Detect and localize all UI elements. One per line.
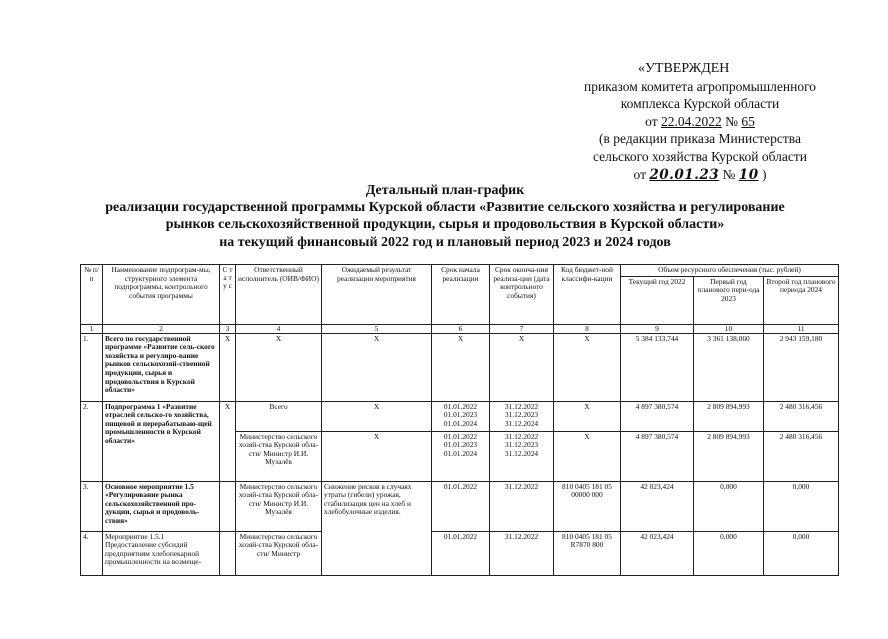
row-start: X xyxy=(432,333,490,401)
row-name: Всего по государственной программе «Развитие сель-ского хозяйства и регулиро-вание рынков сельскохозяй-ственной продукции, сырья и продовольствия в Курской области» xyxy=(103,333,220,401)
approval-number-sign: № xyxy=(725,113,738,129)
edit-number-sign: № xyxy=(722,166,736,182)
edit-closing-paren: ) xyxy=(761,166,767,182)
row-start: 01.01.2022 xyxy=(432,481,490,531)
handwritten-number: 10 xyxy=(738,166,759,183)
approval-line-5: (в редакции приказа Министерства xyxy=(599,131,801,147)
row-2022: 4 897 380,574 xyxy=(621,431,694,481)
col-number: 6 xyxy=(432,324,490,333)
col-number: 1 xyxy=(81,324,103,333)
row-end: X xyxy=(490,333,554,401)
row-end: 31.12.2022 31.12.2023 31.12.2024 xyxy=(490,431,554,481)
header-status: С т а т у с xyxy=(220,265,236,325)
handwritten-date: 20.01.23 xyxy=(649,166,720,183)
approval-date: 22.04.2022 xyxy=(660,113,722,129)
row-executor: X xyxy=(236,333,322,401)
row-executor: Министерство сельского хозяй-ства Курской обла-сти/ Министр И.И. Музалёв xyxy=(236,431,322,481)
row-num: 4. xyxy=(81,531,103,575)
row-2024: 0,000 xyxy=(764,531,839,575)
approval-line-3: комплекса Курской области xyxy=(620,96,780,112)
col-number: 9 xyxy=(621,324,694,333)
row-end: 31.12.2022 xyxy=(490,531,554,575)
header-executor: Ответственный исполнитель (ОИВ/ФИО) xyxy=(236,265,322,325)
row-result xyxy=(322,531,432,575)
approval-stamp xyxy=(540,60,860,184)
row-num: 2. xyxy=(81,401,103,481)
row-code: 810 0405 181 05 R7870 800 xyxy=(554,531,621,575)
row-2024: 2 943 159,180 xyxy=(764,333,839,401)
row-2024: 2 480 316,456 xyxy=(764,431,839,481)
row-status xyxy=(220,531,236,575)
approval-date-line xyxy=(540,113,860,131)
col-number: 3 xyxy=(220,324,236,333)
row-code: X xyxy=(554,401,621,431)
col-number: 5 xyxy=(322,324,432,333)
row-num: 1. xyxy=(81,333,103,401)
col-number: 7 xyxy=(490,324,554,333)
row-2023: 2 809 894,993 xyxy=(694,401,764,431)
row-end: 31.12.2022 xyxy=(490,481,554,531)
header-end: Срок оконча-ния реализа-ции (дата контрольного события) xyxy=(490,265,554,325)
row-2023: 3 361 138,060 xyxy=(694,333,764,401)
row-start: 01.01.2022 xyxy=(432,531,490,575)
header-2022: Текущий год 2022 xyxy=(621,276,694,324)
header-code: Код бюджет-ной классифи-кации xyxy=(554,265,621,325)
row-result: X xyxy=(322,431,432,481)
col-number: 10 xyxy=(694,324,764,333)
row-2023: 2 809 894,993 xyxy=(694,431,764,481)
row-2023: 0,000 xyxy=(694,531,764,575)
row-name: Мероприятие 1.5.1 Предоставление субсидий предприятиям хлебопекарной промышленности на возмеще- xyxy=(103,531,220,575)
row-name: Основное мероприятие 1.5 «Регулирование рынка сельскохозяйственной про-дукции, сырья и продоволь-ствия» xyxy=(103,481,220,531)
header-row-1 xyxy=(81,265,839,277)
row-num: 3. xyxy=(81,481,103,531)
row-result: Снижение рисков в случаях утраты (гибели) урожая, стабилизация цен на хлеб и хлебобулочные изделия. xyxy=(322,481,432,531)
col-number: 2 xyxy=(103,324,220,333)
title-line-4: на текущий финансовый 2022 год и плановый период 2023 и 2024 годов xyxy=(219,234,671,250)
row-2023: 0,000 xyxy=(694,481,764,531)
row-name: Подпрограмма 1 «Развитие отраслей сельско-го хозяйства, пищевой и перерабатываю-щей промышленности в Курской области» xyxy=(103,401,220,481)
table-row-activity xyxy=(81,531,839,575)
row-result: X xyxy=(322,401,432,431)
header-funding: Объем ресурсного обеспечения (тыс. рублей) xyxy=(621,265,839,277)
header-2024: Второй год планового периода 2024 xyxy=(764,276,839,324)
row-code: X xyxy=(554,333,621,401)
title-line-3: рынков сельскохозяйственной продукции, сырья и продовольствия в Курской области» xyxy=(165,217,725,233)
document-title xyxy=(60,182,830,251)
header-result: Ожидаемый результат реализации мероприятия xyxy=(322,265,432,325)
table-row-main-activity xyxy=(81,481,839,531)
col-number: 11 xyxy=(764,324,839,333)
row-executor: Всего xyxy=(236,401,322,431)
approval-line-2: приказом комитета агропромышленного xyxy=(583,78,817,94)
row-start: 01.01.2022 01.01.2023 01.01.2024 xyxy=(432,401,490,431)
row-executor: Министерство сельского хозяй-ства Курской обла-сти/ Министр И.И. Музалёв xyxy=(236,481,322,531)
row-2022: 4 897 380,574 xyxy=(621,401,694,431)
title-line-1: Детальный план-график xyxy=(365,183,525,198)
title-line-2: реализации государственной программы Курской области «Развитие сельского хозяйства и регулирование xyxy=(105,200,785,216)
table-row-subprogram-total xyxy=(81,401,839,431)
row-status: X xyxy=(220,401,236,481)
row-2024: 2 480 316,456 xyxy=(764,401,839,431)
column-number-row xyxy=(81,324,839,333)
row-code: 810 0405 181 05 00000 000 xyxy=(554,481,621,531)
col-number: 4 xyxy=(236,324,322,333)
header-start: Срок начала реализации xyxy=(432,265,490,325)
row-code: X xyxy=(554,431,621,481)
header-2023: Первый год планового пери-ода 2023 xyxy=(694,276,764,324)
plan-table xyxy=(80,264,839,576)
row-end: 31.12.2022 31.12.2023 31.12.2024 xyxy=(490,401,554,431)
row-status xyxy=(220,481,236,531)
header-num: № п/п xyxy=(81,265,103,325)
row-2022: 42 023,424 xyxy=(621,531,694,575)
row-2022: 42 023,424 xyxy=(621,481,694,531)
table-row-total xyxy=(81,333,839,401)
approval-from: от xyxy=(645,113,658,129)
approval-heading: «УТВЕРЖДЕН xyxy=(638,61,730,76)
col-number: 8 xyxy=(554,324,621,333)
row-start: 01.01.2022 01.01.2023 01.01.2024 xyxy=(432,431,490,481)
row-2024: 0,000 xyxy=(764,481,839,531)
edit-from: от xyxy=(633,166,647,182)
row-2022: 5 384 133,744 xyxy=(621,333,694,401)
approval-line-6: сельского хозяйства Курской области xyxy=(592,148,808,164)
row-executor: Министерство сельского хозяй-ства Курской обла-сти/ Министр xyxy=(236,531,322,575)
row-result: X xyxy=(322,333,432,401)
approval-number: 65 xyxy=(741,113,755,129)
row-status: X xyxy=(220,333,236,401)
header-name: Наименование подпрограм-мы, структурного элемента подпрограммы, контрольного события программы xyxy=(103,265,220,325)
